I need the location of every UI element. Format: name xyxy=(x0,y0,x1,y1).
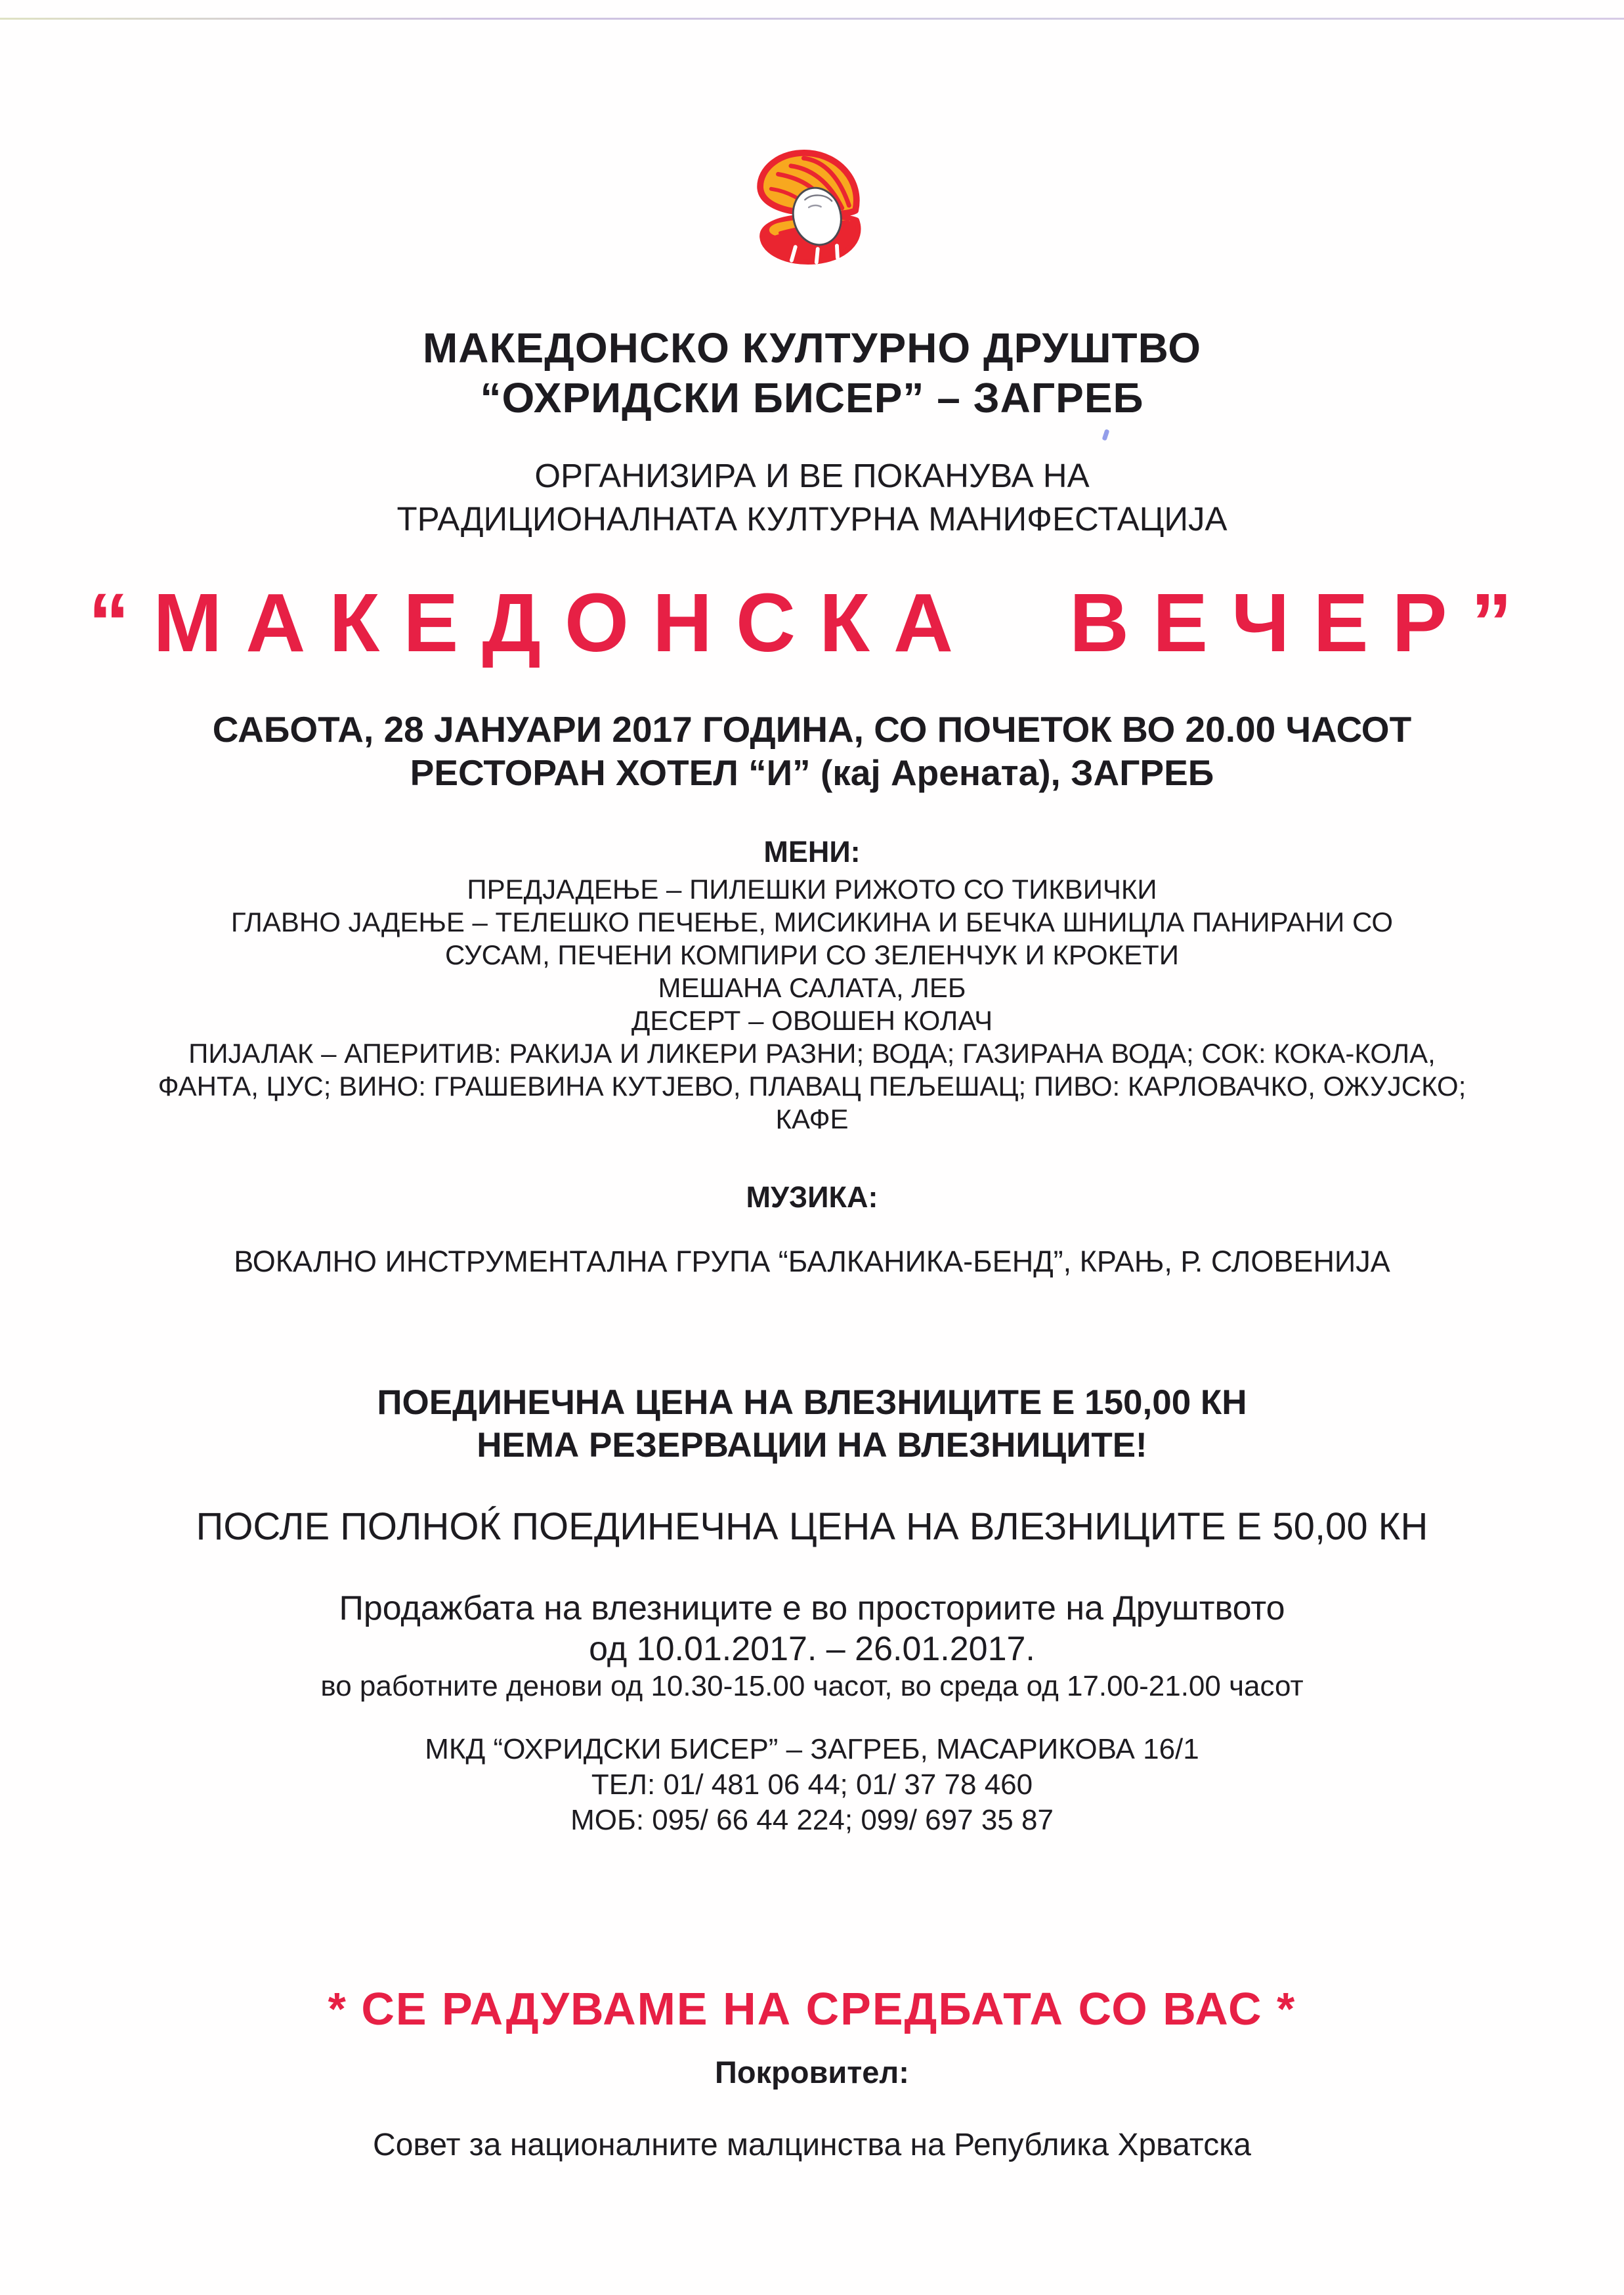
sales-info-line2: од 10.01.2017. – 26.01.2017. xyxy=(589,1630,1035,1668)
event-date-line: САБОТА, 28 ЈАНУАРИ 2017 ГОДИНА, СО ПОЧЕТОК ВО 20.00 ЧАСОТ xyxy=(212,709,1412,750)
no-reservation-line: НЕМА РЕЗЕРВАЦИИ НА ВЛЕЗНИЦИТЕ! xyxy=(477,1426,1147,1465)
invitation-text xyxy=(0,454,1624,541)
menu-heading: МЕНИ: xyxy=(763,835,861,869)
scan-artifact-line xyxy=(0,18,1624,20)
menu-list xyxy=(0,873,1624,1136)
invitation-line2: ТРАДИЦИОНАЛНАТА КУЛТУРНА МАНИФЕСТАЦИЈА xyxy=(396,500,1228,538)
sales-info-line1: Продажбата на влезниците е во просториите на Друштвото xyxy=(339,1589,1285,1627)
menu-line: ДЕСЕРТ – ОВОШЕН КОЛАЧ xyxy=(631,1005,993,1036)
event-title: “МАКЕДОНСКА ВЕЧЕР” xyxy=(88,576,1536,669)
organization-name-line2: “ОХРИДСКИ БИСЕР” – ЗАГРЕБ xyxy=(480,374,1144,421)
menu-line: ГЛАВНО ЈАДЕЊЕ – ТЕЛЕШКО ПЕЧЕЊЕ, МИСИКИНА И БЕЧКА ШНИЦЛА ПАНИРАНИ СО xyxy=(230,907,1394,937)
phone-line: ТЕЛ: 01/ 481 06 44; 01/ 37 78 460 xyxy=(591,1769,1033,1801)
menu-line: СУСАМ, ПЕЧЕНИ КОМПИРИ СО ЗЕЛЕНЧУК И КРОКЕТИ xyxy=(445,939,1179,970)
invitation-line1: ОРГАНИЗИРА И ВЕ ПОКАНУВА НА xyxy=(534,457,1090,494)
event-when-where xyxy=(0,708,1624,794)
pearl-shell-logo-icon xyxy=(742,144,882,270)
menu-line: МЕШАНА САЛАТА, ЛЕБ xyxy=(658,972,966,1003)
ink-speck xyxy=(1102,429,1110,440)
organization-name-line1: МАКЕДОНСКО КУЛТУРНО ДРУШТВО xyxy=(422,324,1202,372)
contact-block xyxy=(0,1732,1624,1838)
music-heading: МУЗИКА: xyxy=(746,1180,878,1214)
after-midnight-price-line: ПОСЛЕ ПОЛНОЌ ПОЕДИНЕЧНА ЦЕНА НА ВЛЕЗНИЦИТЕ Е 50,00 КН xyxy=(196,1505,1428,1548)
ticket-price-block xyxy=(0,1381,1624,1467)
music-line: ВОКАЛНО ИНСТРУМЕНТАЛНА ГРУПА “БАЛКАНИКА-БЕНД”, КРАЊ, Р. СЛОВЕНИЈА xyxy=(234,1245,1390,1278)
closing-line: * СЕ РАДУВАМЕ НА СРЕДБАТА СО ВАС * xyxy=(328,1983,1296,2034)
patron-line: Совет за националните малцинства на Република Хрватска xyxy=(373,2128,1251,2162)
event-venue-line: РЕСТОРАН ХОТЕЛ “И” (кај Арената), ЗАГРЕБ xyxy=(410,752,1214,793)
address-line: МКД “ОХРИДСКИ БИСЕР” – ЗАГРЕБ, МАСАРИКОВА 16/1 xyxy=(425,1733,1199,1765)
menu-line: ПРЕДЈАДЕЊЕ – ПИЛЕШКИ РИЖОТО СО ТИКВИЧКИ xyxy=(467,874,1157,905)
mobile-line: МОБ: 095/ 66 44 224; 099/ 697 35 87 xyxy=(570,1804,1054,1836)
ticket-price-line: ПОЕДИНЕЧНА ЦЕНА НА ВЛЕЗНИЦИТЕ Е 150,00 КН xyxy=(377,1383,1247,1422)
menu-line: КАФЕ xyxy=(775,1104,849,1134)
sales-info-line3: во работните денови од 10.30-15.00 часот, во среда од 17.00-21.00 часот xyxy=(320,1670,1304,1702)
patron-heading: Покровител: xyxy=(715,2055,909,2090)
menu-line: ПИЈАЛАК – АПЕРИТИВ: РАКИЈА И ЛИКЕРИ РАЗНИ; ВОДА; ГАЗИРАНА ВОДА; СОК: КОКА-КОЛА, xyxy=(188,1038,1436,1069)
menu-line: ФАНТА, ЏУС; ВИНО: ГРАШЕВИНА КУТЈЕВО, ПЛАВАЦ ПЕЉЕШАЦ; ПИВО: КАРЛОВАЧКО, ОЖУЈСКО; xyxy=(158,1071,1466,1102)
organization-name xyxy=(0,323,1624,423)
